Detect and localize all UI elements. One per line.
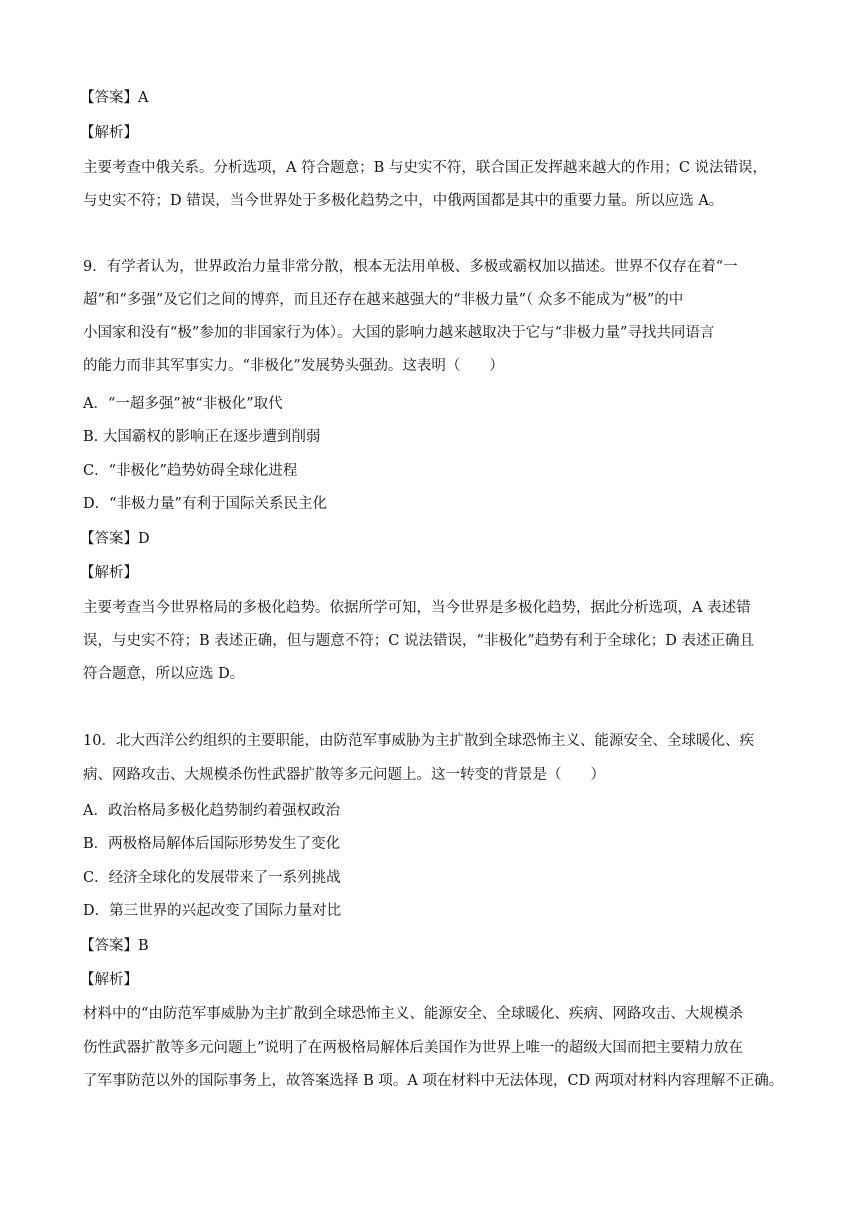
analysis-label: 【解析】 bbox=[80, 972, 138, 988]
question-stem-line: 小国家和没有“极”参加的非国家行为体）。大国的影响力越来越取决于它与“非极力量”寻找共同语言 bbox=[83, 325, 715, 341]
analysis-line: 主要考查当今世界格局的多极化趋势。依据所学可知，当今世界是多极化趋势，据此分析选项，A 表述错 bbox=[83, 600, 751, 616]
option-c: C．经济全球化的发展带来了一系列挑战 bbox=[83, 870, 341, 886]
question-stem-line: 9．有学者认为，世界政治力量非常分散，根本无法用单极、多极或霸权加以描述。世界不仅存在着“一 bbox=[83, 259, 738, 275]
question-stem-line: 病、网路攻击、大规模杀伤性武器扩散等多元问题上。这一转变的背景是（ ） bbox=[83, 767, 605, 783]
option-b: B．两极格局解体后国际形势发生了变化 bbox=[83, 836, 341, 852]
analysis-line: 误，与史实不符；B 表述正确，但与题意不符；C 说法错误，“非极化”趋势有利于全球化；D 表述正确且 bbox=[83, 633, 755, 649]
question-stem-line: 超”和“多强”及它们之间的博弈，而且还存在越来越强大的“非极力量”（ 众多不能成为“极”的中 bbox=[83, 292, 684, 308]
option-c: C．“非极化”趋势妨碍全球化进程 bbox=[83, 463, 298, 479]
answer-label: 【答案】D bbox=[80, 531, 150, 547]
answer-label: 【答案】B bbox=[80, 938, 149, 954]
option-a: A．“一超多强”被“非极化”取代 bbox=[83, 396, 283, 412]
analysis-line: 符合题意，所以应选 D。 bbox=[83, 666, 245, 682]
option-d: D．第三世界的兴起改变了国际力量对比 bbox=[83, 903, 342, 919]
analysis-label: 【解析】 bbox=[80, 565, 138, 581]
question-stem-line: 10．北大西洋公约组织的主要职能，由防范军事威胁为主扩散到全球恐怖主义、能源安全、全球暖化、疾 bbox=[83, 733, 754, 749]
option-d: D．“非极力量”有利于国际关系民主化 bbox=[83, 496, 327, 512]
analysis-line: 了军事防范以外的国际事务上，故答案选择 B 项。A 项在材料中无法体现，CD 两项对材料内容理解不正确。 bbox=[83, 1073, 784, 1089]
answer-label: 【答案】A bbox=[80, 90, 149, 106]
option-b: B. 大国霸权的影响正在逐步遭到削弱 bbox=[83, 429, 321, 445]
analysis-line: 与史实不符；D 错误，当今世界处于多极化趋势之中，中俄两国都是其中的重要力量。所以应选 A。 bbox=[83, 193, 724, 209]
analysis-line: 材料中的“由防范军事威胁为主扩散到全球恐怖主义、能源安全、全球暖化、疾病、网路攻击、大规模杀 bbox=[83, 1006, 743, 1022]
analysis-line: 主要考查中俄关系。分析选项，A 符合题意；B 与史实不符，联合国正发挥越来越大的作用；C 说法错误， bbox=[83, 160, 768, 176]
analysis-line: 伤性武器扩散等多元问题上”说明了在两极格局解体后美国作为世界上唯一的超级大国而把主要精力放在 bbox=[83, 1040, 743, 1056]
analysis-label: 【解析】 bbox=[80, 125, 138, 141]
option-a: A．政治格局多极化趋势制约着强权政治 bbox=[83, 803, 340, 819]
question-stem-line: 的能力而非其军事实力。“非极化”发展势头强劲。这表明（ ） bbox=[83, 358, 504, 374]
